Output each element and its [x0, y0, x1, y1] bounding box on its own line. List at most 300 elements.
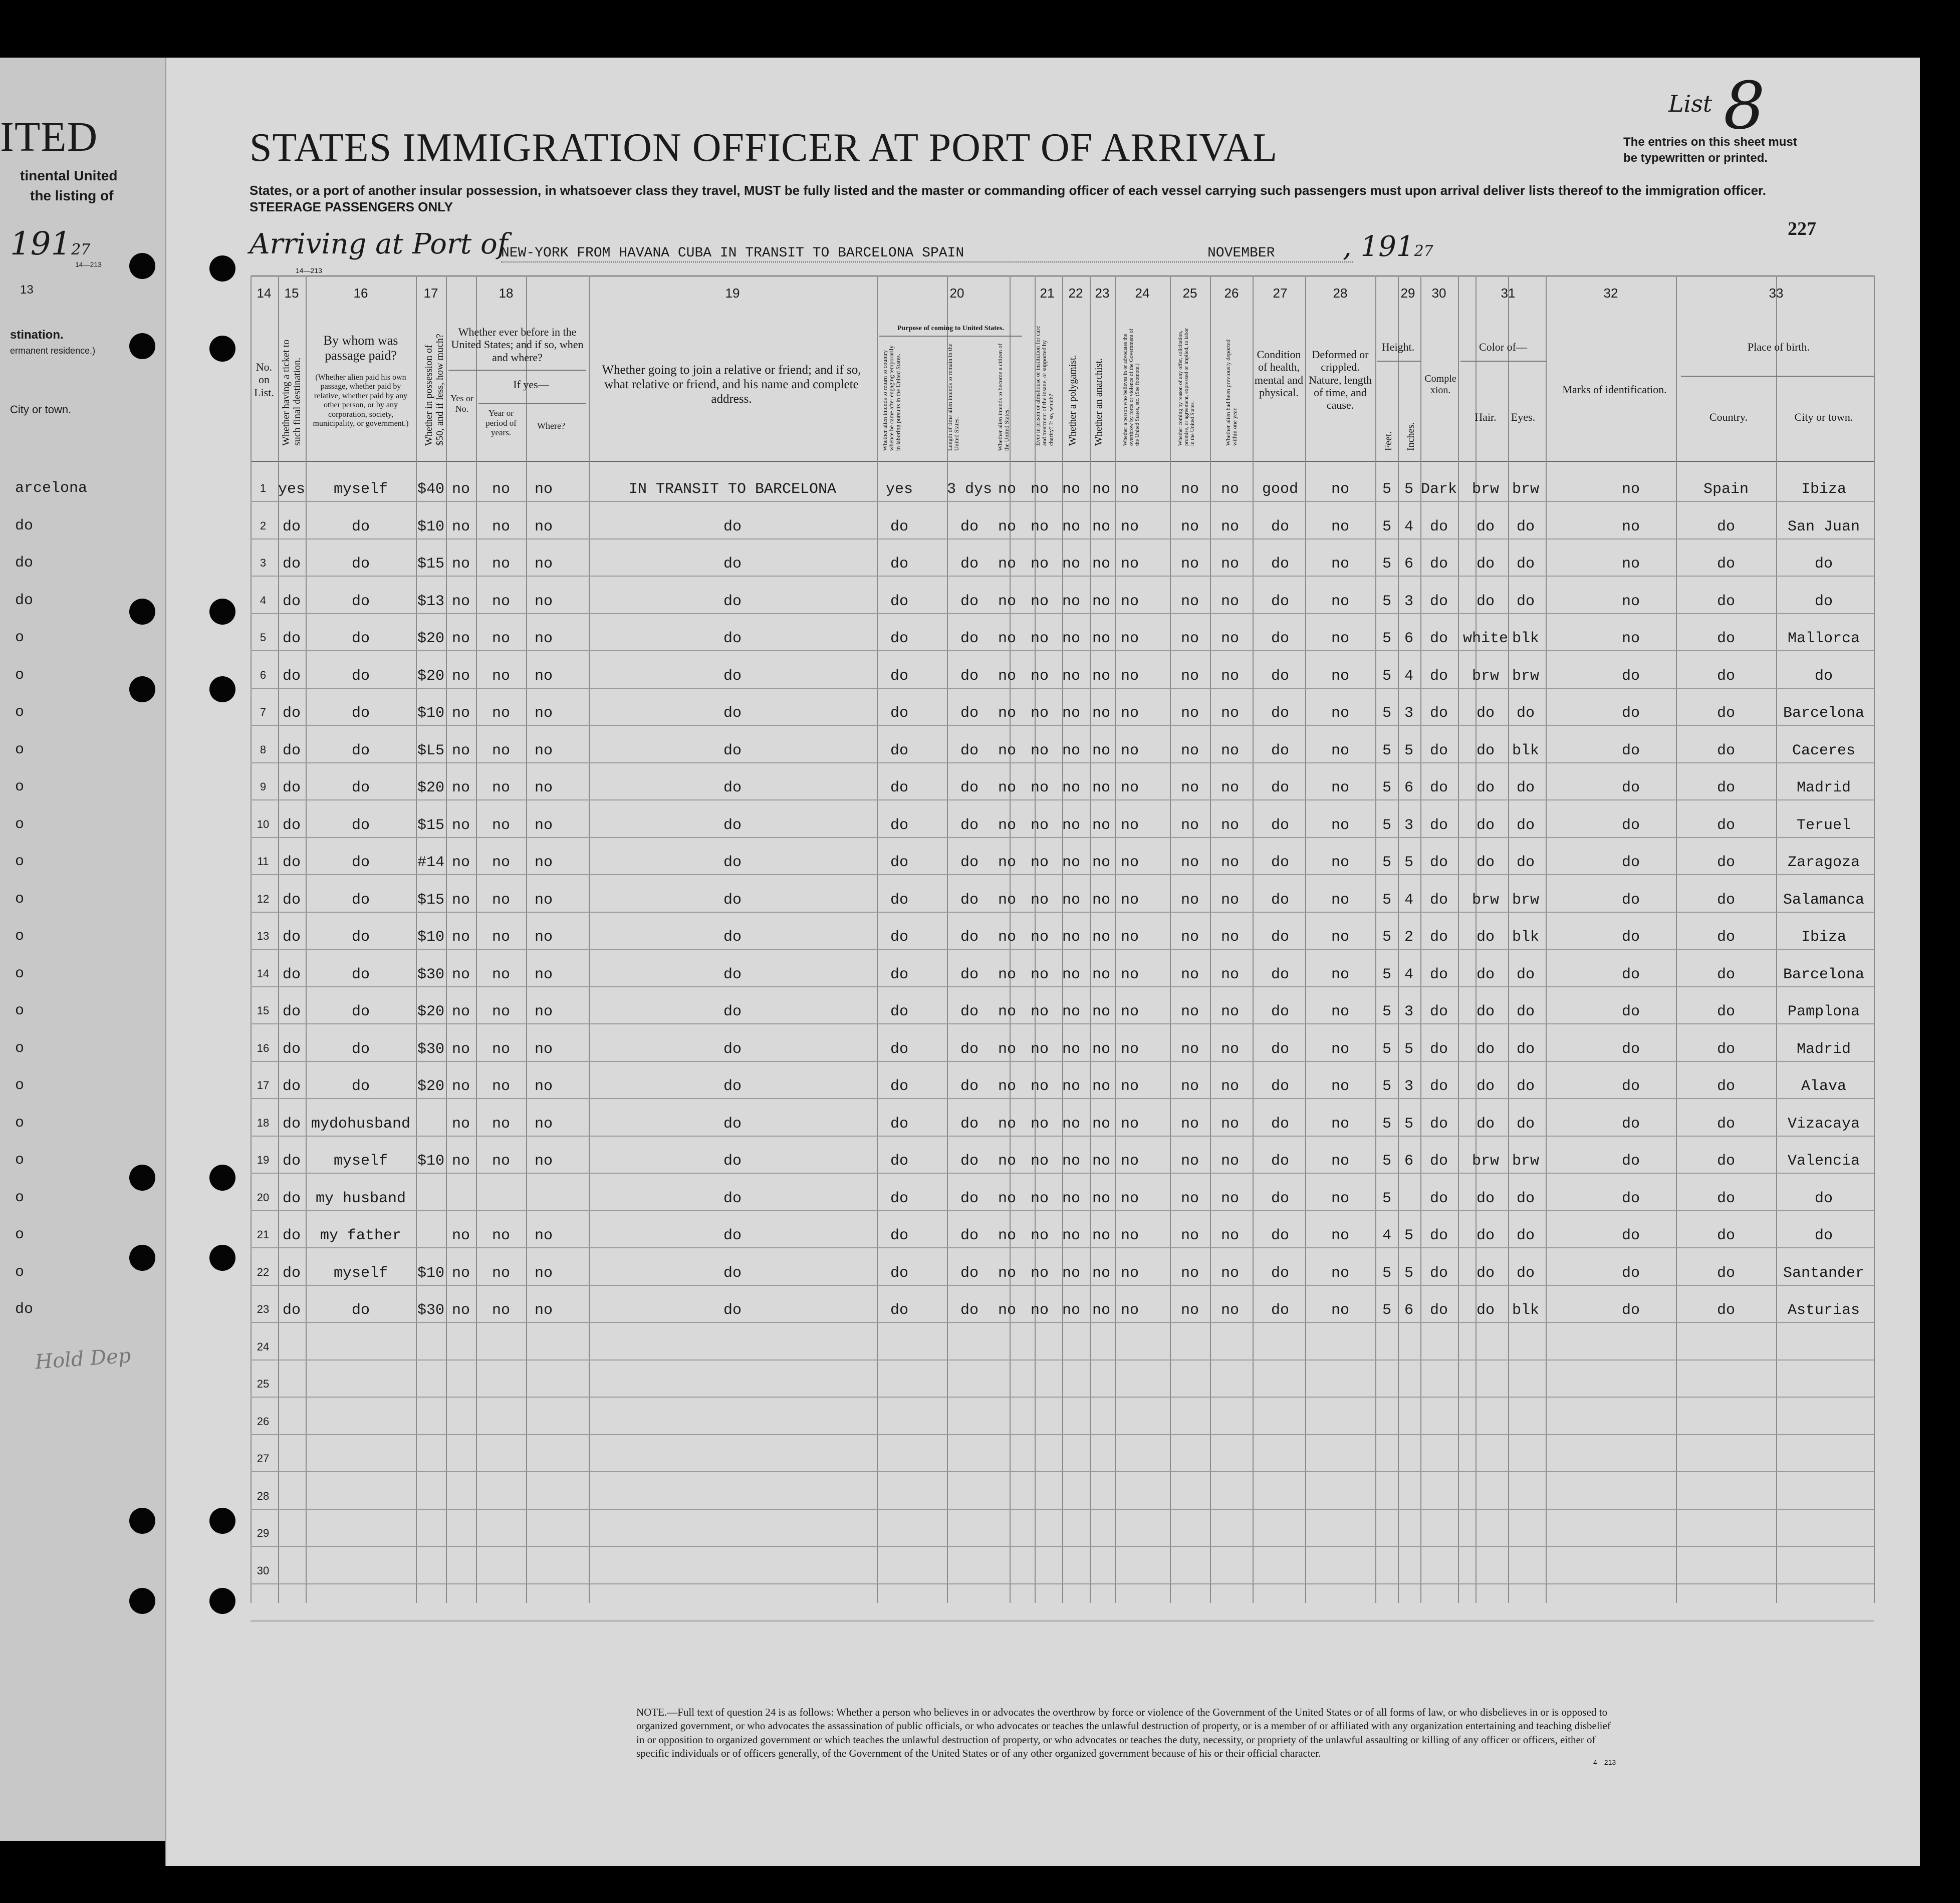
- row-number: 23: [257, 1303, 270, 1315]
- cell-y: no: [492, 1078, 511, 1095]
- cell-dep: no: [1220, 481, 1240, 498]
- cell-hl: do: [1271, 518, 1290, 535]
- cell-ft: 5: [1382, 630, 1392, 647]
- punch-hole: [129, 1245, 155, 1271]
- punch-hole: [129, 333, 155, 359]
- cell-cx: Dark: [1420, 481, 1457, 498]
- cell-pr: no: [1030, 817, 1049, 834]
- punch-hole: [129, 253, 155, 279]
- cell-off: no: [1180, 1078, 1199, 1095]
- col22-header: Whether a polygamist.: [1067, 355, 1078, 446]
- cell-w: no: [534, 854, 553, 871]
- cell-def: no: [1331, 1040, 1350, 1058]
- cell-an: no: [1092, 1040, 1111, 1058]
- cell-city: Asturias: [1787, 1302, 1860, 1319]
- cell-p: do: [890, 556, 909, 573]
- grid-vline: [1546, 276, 1547, 1603]
- cell-marks: do: [1621, 817, 1640, 834]
- cell-dep: no: [1220, 891, 1240, 909]
- cell-p: do: [890, 1153, 909, 1170]
- cell-w: no: [534, 1264, 553, 1282]
- cell-b: no: [451, 518, 470, 535]
- cell-p: do: [890, 705, 909, 722]
- cell-marks: do: [1621, 667, 1640, 685]
- cell-dep: no: [1220, 1153, 1240, 1170]
- cell-hair: do: [1476, 1190, 1495, 1207]
- cell-eyes: brw: [1512, 891, 1540, 909]
- cell-w: no: [534, 1227, 553, 1244]
- cell-hl: do: [1271, 1264, 1290, 1282]
- left-title-fragment: ITED: [0, 114, 98, 160]
- cell-eyes: do: [1516, 1190, 1535, 1207]
- cell-off: no: [1180, 1264, 1199, 1282]
- cell-b: no: [451, 481, 470, 498]
- column-number: 15: [284, 286, 299, 301]
- cell-hl: do: [1271, 630, 1290, 647]
- cell-w: no: [534, 779, 553, 796]
- cell-pr: no: [1030, 1227, 1049, 1244]
- cell-y: no: [492, 705, 511, 722]
- grid-vline: [1090, 276, 1091, 1603]
- row-number: 3: [260, 557, 267, 569]
- row-number: 14: [257, 967, 270, 980]
- cell-off: no: [1180, 779, 1199, 796]
- cell-eyes: blk: [1512, 929, 1540, 946]
- cell-b: no: [451, 966, 470, 983]
- grid-hline: [251, 1546, 1874, 1547]
- cell-cit: no: [998, 1078, 1017, 1095]
- instruction-text: States, or a port of another insular possession, in whatsoever class they travel, MUST be fully listed and the master or commanding officer of each vessel carrying such passengers must upon arrival deliver lists thereof to the immigration officer.: [250, 183, 1766, 198]
- cell-pr: no: [1030, 1115, 1049, 1133]
- cell-b: no: [451, 1003, 470, 1020]
- left-form-code: 14—213: [75, 260, 102, 268]
- cell-join: do: [723, 556, 742, 573]
- cell-marks: do: [1621, 1264, 1640, 1282]
- grid-vline: [1676, 276, 1677, 1603]
- cell-money: $10: [417, 705, 445, 722]
- cell-ft: 5: [1382, 1003, 1392, 1020]
- cell-hair: brw: [1472, 481, 1500, 498]
- cell-w: no: [534, 1153, 553, 1170]
- cell-p: do: [890, 593, 909, 610]
- cell-join: do: [723, 1302, 742, 1319]
- cell-w: no: [534, 556, 553, 573]
- col23-header: Whether an anarchist.: [1093, 358, 1104, 446]
- cell-t: do: [282, 1227, 301, 1244]
- column-number: 24: [1135, 286, 1150, 301]
- cell-money: $15: [417, 817, 445, 834]
- cell-cit: no: [998, 518, 1017, 535]
- row-number: 22: [257, 1265, 270, 1278]
- cell-an: no: [1092, 1190, 1111, 1207]
- cell-join: do: [723, 1115, 742, 1133]
- cell-def: no: [1331, 1153, 1350, 1170]
- cell-b: no: [451, 1264, 470, 1282]
- cell-off: no: [1180, 1115, 1199, 1133]
- cell-pol: no: [1062, 630, 1081, 647]
- column-number: 30: [1431, 286, 1446, 301]
- left-margin-value: arcelona: [15, 480, 88, 497]
- cell-eyes: do: [1516, 1227, 1535, 1244]
- cell-paid: do: [351, 742, 370, 759]
- cell-hair: do: [1476, 1078, 1495, 1095]
- cell-pr: no: [1030, 779, 1049, 796]
- cell-pr: no: [1030, 630, 1049, 647]
- cell-w: no: [534, 481, 553, 498]
- cell-eyes: blk: [1512, 630, 1540, 647]
- cell-marks: do: [1621, 1078, 1640, 1095]
- cell-city: Teruel: [1796, 817, 1851, 834]
- row-number: 28: [257, 1489, 270, 1502]
- column-number: 32: [1603, 286, 1618, 301]
- left-margin-value: o: [15, 1077, 25, 1094]
- left-margin-value: o: [15, 1152, 25, 1169]
- cell-country: do: [1717, 891, 1736, 909]
- cell-paid: do: [351, 779, 370, 796]
- cell-pol: no: [1062, 593, 1081, 610]
- cell-pr: no: [1030, 1153, 1049, 1170]
- grid-hline: [251, 986, 1874, 987]
- cell-an: no: [1092, 1227, 1111, 1244]
- cell-ft: 5: [1382, 854, 1392, 871]
- grid-vline: [1874, 276, 1875, 1603]
- left-margin-value: o: [15, 965, 25, 982]
- cell-w: no: [534, 891, 553, 909]
- col28-header: Deformed or crippled. Nature, length of time, and cause.: [1309, 348, 1372, 412]
- cell-hl: do: [1271, 1153, 1290, 1170]
- row-number: 20: [257, 1191, 270, 1204]
- cell-paid: do: [351, 556, 370, 573]
- cell-len: do: [960, 1115, 979, 1133]
- cell-len: do: [960, 966, 979, 983]
- cell-marks: do: [1621, 1153, 1640, 1170]
- cell-money: $10: [417, 1264, 445, 1282]
- cell-cit: no: [998, 929, 1017, 946]
- cell-def: no: [1331, 966, 1350, 983]
- cell-pr: no: [1030, 929, 1049, 946]
- col26-header: Whether alien had been previously deported within one year.: [1224, 339, 1239, 446]
- cell-y: no: [492, 1302, 511, 1319]
- cell-len: do: [960, 1003, 979, 1020]
- cell-hair: do: [1476, 518, 1495, 535]
- arriving-value: NEW-YORK FROM HAVANA CUBA IN TRANSIT TO BARCELONA SPAIN: [501, 245, 964, 261]
- punch-hole: [129, 1165, 155, 1191]
- grid-hline: [251, 1434, 1874, 1435]
- cell-y: no: [492, 1227, 511, 1244]
- cell-pr: no: [1030, 556, 1049, 573]
- cell-marks: no: [1621, 556, 1640, 573]
- cell-adv: no: [1120, 1190, 1139, 1207]
- grid-hline: [251, 949, 1874, 950]
- cell-off: no: [1180, 667, 1199, 685]
- cell-an: no: [1092, 779, 1111, 796]
- cell-off: no: [1180, 630, 1199, 647]
- cell-adv: no: [1120, 667, 1139, 685]
- cell-dep: no: [1220, 593, 1240, 610]
- cell-cit: no: [998, 1302, 1017, 1319]
- cell-hair: do: [1476, 929, 1495, 946]
- col18-ifyes: If yes—: [513, 378, 549, 391]
- cell-cit: no: [998, 1227, 1017, 1244]
- cell-pol: no: [1062, 929, 1081, 946]
- cell-t: do: [282, 1040, 301, 1058]
- cell-ft: 5: [1382, 891, 1392, 909]
- left-margin-value: o: [15, 853, 25, 870]
- cell-off: no: [1180, 1227, 1199, 1244]
- cell-t: do: [282, 742, 301, 759]
- cell-in: 6: [1404, 630, 1414, 647]
- cell-eyes: brw: [1512, 667, 1540, 685]
- cell-b: no: [451, 667, 470, 685]
- col30-header: Complexion.: [1424, 373, 1456, 396]
- cell-def: no: [1331, 1264, 1350, 1282]
- cell-b: no: [451, 854, 470, 871]
- cell-pol: no: [1062, 891, 1081, 909]
- column-number: 25: [1182, 286, 1197, 301]
- list-label: List: [1668, 90, 1712, 117]
- cell-w: no: [534, 1040, 553, 1058]
- col18-header: Whether ever before in the United States; and if so, when and where?: [451, 326, 584, 364]
- cell-len: do: [960, 1302, 979, 1319]
- cell-money: $10: [417, 929, 445, 946]
- cell-city: do: [1814, 593, 1833, 610]
- cell-pol: no: [1062, 742, 1081, 759]
- left-margin-value: o: [15, 666, 25, 684]
- cell-hair: do: [1476, 1003, 1495, 1020]
- cell-hl: good: [1262, 481, 1299, 498]
- cell-marks: do: [1621, 966, 1640, 983]
- cell-p: do: [890, 779, 909, 796]
- cell-adv: no: [1120, 1302, 1139, 1319]
- cell-adv: no: [1120, 593, 1139, 610]
- cell-def: no: [1331, 1190, 1350, 1207]
- cell-eyes: do: [1516, 779, 1535, 796]
- column-number: 14: [257, 286, 272, 301]
- grid-vline: [1776, 276, 1777, 1603]
- cell-t: do: [282, 1078, 301, 1095]
- arriving-label: Arriving at Port of: [250, 228, 508, 260]
- cell-b: no: [451, 1115, 470, 1133]
- cell-hl: do: [1271, 929, 1290, 946]
- cell-an: no: [1092, 929, 1111, 946]
- cell-adv: no: [1120, 1078, 1139, 1095]
- cell-off: no: [1180, 518, 1199, 535]
- cell-an: no: [1092, 1115, 1111, 1133]
- cell-t: do: [282, 1302, 301, 1319]
- cell-off: no: [1180, 556, 1199, 573]
- cell-join: do: [723, 1227, 742, 1244]
- cell-hl: do: [1271, 667, 1290, 685]
- cell-cit: no: [998, 630, 1017, 647]
- cell-money: #14: [417, 854, 445, 871]
- cell-p: do: [890, 1302, 909, 1319]
- cell-eyes: do: [1516, 817, 1535, 834]
- cell-cx: do: [1429, 667, 1448, 685]
- cell-dep: no: [1220, 1302, 1240, 1319]
- cell-cit: no: [998, 854, 1017, 871]
- col21-header: Ever in prison or almshouse or institution for care and treatment of the insane, or supported by charity? If so, which?: [1034, 326, 1055, 446]
- cell-hair: brw: [1472, 891, 1500, 909]
- cell-t: do: [282, 817, 301, 834]
- grid-vline: [446, 276, 447, 1603]
- cell-hl: do: [1271, 1302, 1290, 1319]
- grid-vline: [1420, 276, 1421, 1603]
- left-margin-value: o: [15, 1002, 25, 1019]
- cell-country: do: [1717, 1264, 1736, 1282]
- cell-country: do: [1717, 630, 1736, 647]
- cell-def: no: [1331, 1227, 1350, 1244]
- col29-inches: Inches.: [1405, 422, 1416, 451]
- cell-def: no: [1331, 593, 1350, 610]
- cell-adv: no: [1120, 817, 1139, 834]
- cell-hair: brw: [1472, 1153, 1500, 1170]
- cell-an: no: [1092, 1003, 1111, 1020]
- cell-len: do: [960, 593, 979, 610]
- cell-hair: do: [1476, 1115, 1495, 1133]
- cell-dep: no: [1220, 966, 1240, 983]
- grid-hline: [251, 1247, 1874, 1248]
- cell-pol: no: [1062, 966, 1081, 983]
- cell-b: no: [451, 705, 470, 722]
- left-margin-value: do: [15, 555, 34, 572]
- left-col13: 13: [20, 283, 34, 297]
- cell-len: do: [960, 556, 979, 573]
- cell-y: no: [492, 929, 511, 946]
- cell-hair: white: [1462, 630, 1509, 647]
- cell-dep: no: [1220, 1078, 1240, 1095]
- cell-def: no: [1331, 705, 1350, 722]
- cell-p: do: [890, 1227, 909, 1244]
- left-margin-value: o: [15, 815, 25, 833]
- cell-hair: do: [1476, 705, 1495, 722]
- cell-t: do: [282, 705, 301, 722]
- column-number: 20: [949, 286, 964, 301]
- cell-hl: do: [1271, 742, 1290, 759]
- cell-in: 6: [1404, 1153, 1414, 1170]
- col20-header: Purpose of coming to United States.: [897, 325, 1005, 332]
- cell-join: do: [723, 518, 742, 535]
- cell-hair: do: [1476, 966, 1495, 983]
- left-dest-label: stination.: [10, 328, 64, 342]
- cell-join: do: [723, 966, 742, 983]
- left-handwritten-note: Hold Dep: [34, 1344, 132, 1374]
- cell-paid: do: [351, 1040, 370, 1058]
- col31-header: Color of—: [1479, 341, 1527, 353]
- column-number: 19: [725, 286, 740, 301]
- left-margin-value: do: [15, 1301, 34, 1318]
- cell-money: $20: [417, 667, 445, 685]
- cell-len: do: [960, 1153, 979, 1170]
- cell-join: do: [723, 854, 742, 871]
- cell-marks: do: [1621, 1115, 1640, 1133]
- column-number: 23: [1095, 286, 1110, 301]
- cell-eyes: do: [1516, 1115, 1535, 1133]
- cell-ft: 5: [1382, 1153, 1392, 1170]
- cell-cit: no: [998, 667, 1017, 685]
- cell-b: no: [451, 593, 470, 610]
- grid-hline: [251, 501, 1874, 502]
- row-number: 1: [260, 482, 267, 494]
- cell-b: no: [451, 1078, 470, 1095]
- cell-marks: do: [1621, 1227, 1640, 1244]
- cell-ft: 5: [1382, 593, 1392, 610]
- grid-hline: [251, 725, 1874, 726]
- cell-dep: no: [1220, 742, 1240, 759]
- cell-city: Pamplona: [1787, 1003, 1860, 1020]
- cell-def: no: [1331, 779, 1350, 796]
- cell-t: do: [282, 1003, 301, 1020]
- punch-hole: [209, 255, 235, 282]
- cell-t: do: [282, 779, 301, 796]
- cell-marks: do: [1621, 1040, 1640, 1058]
- cell-p: do: [890, 1078, 909, 1095]
- cell-eyes: do: [1516, 966, 1535, 983]
- punch-hole: [129, 676, 155, 702]
- cell-money: $20: [417, 1003, 445, 1020]
- cell-t: do: [282, 929, 301, 946]
- cell-join: do: [723, 1264, 742, 1282]
- grid-hline: [251, 874, 1874, 875]
- cell-ft: 5: [1382, 742, 1392, 759]
- grid-vline: [1398, 276, 1399, 1603]
- cell-country: do: [1717, 556, 1736, 573]
- grid-hline: [251, 1285, 1874, 1286]
- cell-p: do: [890, 518, 909, 535]
- cell-cx: do: [1429, 630, 1448, 647]
- grid-hline: [251, 837, 1874, 838]
- cell-hl: do: [1271, 1078, 1290, 1095]
- cell-t: do: [282, 630, 301, 647]
- cell-country: do: [1717, 854, 1736, 871]
- cell-hl: do: [1271, 854, 1290, 871]
- cell-country: do: [1717, 929, 1736, 946]
- cell-pol: no: [1062, 1040, 1081, 1058]
- col18-yesno: Yes or No.: [450, 393, 473, 414]
- cell-country: do: [1717, 1003, 1736, 1020]
- cell-def: no: [1331, 1003, 1350, 1020]
- cell-b: no: [451, 779, 470, 796]
- cell-in: 6: [1404, 779, 1414, 796]
- cell-w: no: [534, 705, 553, 722]
- cell-cx: do: [1429, 1078, 1448, 1095]
- cell-dep: no: [1220, 705, 1240, 722]
- cell-cx: do: [1429, 891, 1448, 909]
- cell-w: no: [534, 817, 553, 834]
- cell-t: do: [282, 518, 301, 535]
- cell-pr: no: [1030, 742, 1049, 759]
- cell-y: no: [492, 1003, 511, 1020]
- cell-y: no: [492, 1264, 511, 1282]
- cell-in: 6: [1404, 1302, 1414, 1319]
- row-number: 12: [257, 892, 270, 905]
- cell-len: do: [960, 817, 979, 834]
- cell-ft: 5: [1382, 705, 1392, 722]
- row-number: 29: [257, 1527, 270, 1539]
- cell-money: $40: [417, 481, 445, 498]
- grid-vline: [1170, 276, 1171, 1603]
- column-number: 27: [1273, 286, 1288, 301]
- cell-country: do: [1717, 593, 1736, 610]
- col33-header: Place of birth.: [1747, 341, 1810, 353]
- cell-money: $15: [417, 556, 445, 573]
- cell-off: no: [1180, 1153, 1199, 1170]
- cell-hl: do: [1271, 779, 1290, 796]
- cell-ft: 5: [1382, 966, 1392, 983]
- cell-y: no: [492, 891, 511, 909]
- cell-money: $10: [417, 518, 445, 535]
- cell-adv: no: [1120, 1264, 1139, 1282]
- cell-hl: do: [1271, 556, 1290, 573]
